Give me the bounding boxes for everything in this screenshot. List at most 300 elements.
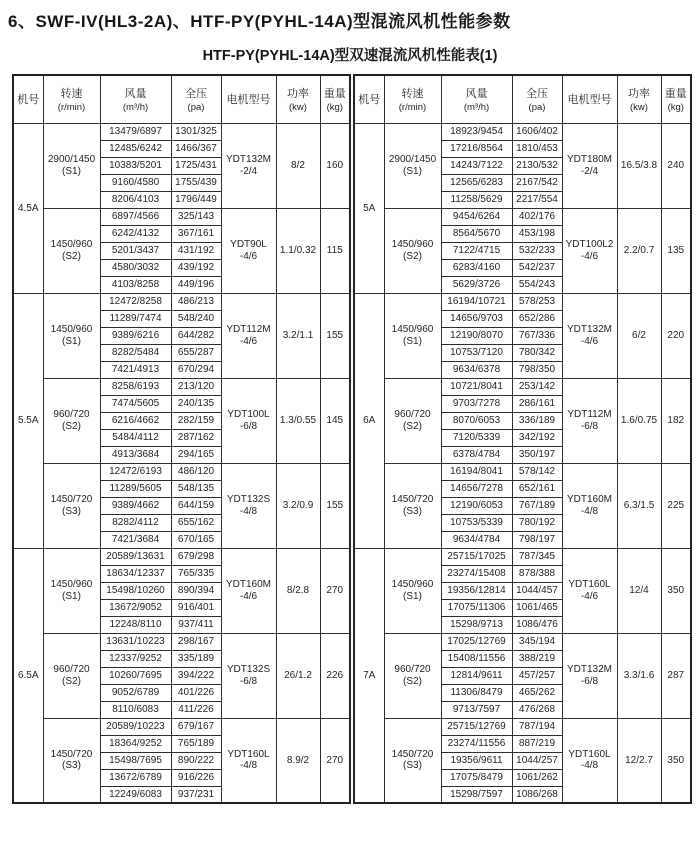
pressure-cell: 767/189 [512,497,562,514]
header-label: 风量 [465,88,488,101]
pressure-cell: 780/192 [512,514,562,531]
table-row [13,208,350,225]
power-cell: 3.2/0.9 [276,463,320,548]
column-header-machine [354,75,384,123]
pressure-cell: 1061/465 [512,599,562,616]
flow-cell: 14656/9703 [441,310,512,327]
flow-cell: 10383/5201 [100,157,171,174]
flow-cell: 15498/10260 [100,582,171,599]
motor-name: YDT132S [226,494,271,505]
table-row [354,463,691,480]
table-body [13,123,350,803]
header-unit: (kw) [630,102,648,114]
table-row [13,718,350,735]
motor-name: YDT160M [225,579,271,590]
flow-cell: 13672/6789 [100,769,171,786]
flow-cell: 15298/7597 [441,786,512,803]
pressure-cell: 213/120 [171,378,221,395]
pressure-cell: 798/350 [512,361,562,378]
flow-cell: 25715/12769 [441,718,512,735]
flow-cell: 7421/3684 [100,531,171,548]
flow-cell: 9052/6789 [100,684,171,701]
speed-cell [43,633,100,718]
flow-cell: 9634/4784 [441,531,512,548]
pressure-cell: 644/282 [171,327,221,344]
column-header-speed [43,75,100,123]
flow-cell: 12472/8258 [100,293,171,310]
pressure-cell: 787/194 [512,718,562,735]
header-label: 转速 [60,88,83,101]
flow-cell: 14656/7278 [441,480,512,497]
header-row [354,75,691,123]
speed-rpm: 960/720 [394,664,431,675]
pressure-cell: 765/189 [171,735,221,752]
weight-cell: 145 [320,378,350,463]
motor-suffix: -2/4 [580,165,599,177]
speed-rpm: 1450/720 [391,748,434,760]
table-row [13,548,350,565]
flow-cell: 11258/5629 [441,191,512,208]
speed-rpm: 2900/1450 [388,154,437,165]
flow-cell: 7421/4913 [100,361,171,378]
speed-cell [384,123,441,208]
speed-variant: (S1) [403,590,422,602]
flow-cell: 15408/11556 [441,650,512,667]
speed-variant: (S2) [403,250,422,262]
pressure-cell: 1086/476 [512,616,562,633]
flow-cell: 9703/7278 [441,395,512,412]
flow-cell: 10753/5339 [441,514,512,531]
speed-variant: (S3) [403,505,422,517]
header-unit: (r/min) [57,102,86,114]
column-header-power [617,75,661,123]
speed-cell [43,548,100,633]
column-header-flow [100,75,171,123]
flow-cell: 9713/7597 [441,701,512,718]
speed-rpm: 960/720 [53,664,90,675]
motor-name: YDT180M [566,154,612,165]
flow-cell: 5629/3726 [441,276,512,293]
speed-cell [43,378,100,463]
pressure-cell: 431/192 [171,242,221,259]
motor-suffix: -4/6 [239,590,258,602]
weight-cell: 115 [320,208,350,293]
flow-cell: 14243/7122 [441,157,512,174]
pressure-cell: 1301/325 [171,123,221,140]
pressure-cell: 486/120 [171,463,221,480]
weight-cell: 270 [320,718,350,803]
motor-model-cell [221,123,276,208]
motor-model-cell [221,208,276,293]
column-header-pressure [512,75,562,123]
pressure-cell: 367/161 [171,225,221,242]
performance-tables [12,74,688,804]
table-title: HTF-PY(PYHL-14A)型双速混流风机性能表(1) [202,48,498,64]
pressure-cell: 342/192 [512,429,562,446]
flow-cell: 4103/8258 [100,276,171,293]
speed-variant: (S3) [403,760,422,772]
motor-name: YDT132S [226,664,271,675]
flow-cell: 4580/3032 [100,259,171,276]
pressure-cell: 1466/367 [171,140,221,157]
flow-cell: 11289/7474 [100,310,171,327]
flow-cell: 17075/8479 [441,769,512,786]
pressure-cell: 402/176 [512,208,562,225]
flow-cell: 5201/3437 [100,242,171,259]
flow-cell: 10260/7695 [100,667,171,684]
motor-name: YDT112M [567,409,612,420]
speed-variant: (S2) [62,420,81,432]
pressure-cell: 1606/402 [512,123,562,140]
pressure-cell: 655/287 [171,344,221,361]
weight-cell: 155 [320,293,350,378]
header-label: 转速 [401,88,424,101]
motor-suffix: -6/8 [239,420,258,432]
header-unit: (pa) [187,102,205,114]
motor-suffix: -4/8 [239,505,258,517]
speed-cell [43,208,100,293]
motor-model-cell [562,123,617,208]
speed-variant: (S2) [403,420,422,432]
pressure-cell: 394/222 [171,667,221,684]
table-row [354,548,691,565]
speed-variant: (S2) [62,675,81,687]
flow-cell: 6283/4160 [441,259,512,276]
pressure-cell: 679/167 [171,718,221,735]
pressure-cell: 644/159 [171,497,221,514]
motor-suffix: -4/8 [580,505,599,517]
speed-rpm: 1450/720 [391,494,434,505]
power-cell: 3.2/1.1 [276,293,320,378]
performance-table-left [12,74,351,804]
pressure-cell: 335/189 [171,650,221,667]
pressure-cell: 2217/554 [512,191,562,208]
header-label: 机号 [358,94,381,107]
pressure-cell: 798/197 [512,531,562,548]
pressure-cell: 548/135 [171,480,221,497]
speed-rpm: 1450/960 [50,324,93,335]
flow-cell: 12485/6242 [100,140,171,157]
motor-name: YDT132M [225,154,271,165]
motor-model-cell [221,293,276,378]
pressure-cell: 298/167 [171,633,221,650]
flow-cell: 23274/11556 [441,735,512,752]
pressure-cell: 887/219 [512,735,562,752]
pressure-cell: 253/142 [512,378,562,395]
flow-cell: 13479/6897 [100,123,171,140]
speed-variant: (S1) [62,165,81,177]
flow-cell: 6378/4784 [441,446,512,463]
header-row [13,75,350,123]
pressure-cell: 780/342 [512,344,562,361]
motor-model-cell [562,633,617,718]
motor-name: YDT160L [227,748,270,760]
table-row [13,378,350,395]
weight-cell: 350 [661,548,691,633]
pressure-cell: 449/196 [171,276,221,293]
weight-cell: 270 [320,548,350,633]
weight-cell: 225 [661,463,691,548]
flow-cell: 12472/6193 [100,463,171,480]
speed-variant: (S1) [62,590,81,602]
header-unit: (r/min) [398,102,427,114]
pressure-cell: 240/135 [171,395,221,412]
motor-name: YDT160M [566,494,612,505]
header-label: 功率 [287,88,309,101]
header-label: 风量 [124,88,147,101]
column-header-machine [13,75,43,123]
pressure-cell: 411/226 [171,701,221,718]
flow-cell: 8206/4103 [100,191,171,208]
motor-suffix: -6/8 [580,420,599,432]
flow-cell: 6897/4566 [100,208,171,225]
flow-cell: 17216/8564 [441,140,512,157]
header-label: 全压 [185,88,207,101]
motor-model-cell [562,293,617,378]
motor-name: YDT160L [568,579,611,590]
flow-cell: 9634/6378 [441,361,512,378]
table-row [13,123,350,140]
motor-name: YDT160L [568,748,611,760]
flow-cell: 6242/4132 [100,225,171,242]
flow-cell: 8282/4112 [100,514,171,531]
motor-model-cell [221,718,276,803]
flow-cell: 12248/8110 [100,616,171,633]
machine-number-cell: 7A [354,548,384,803]
flow-cell: 11289/5605 [100,480,171,497]
pressure-cell: 350/197 [512,446,562,463]
pressure-cell: 1086/268 [512,786,562,803]
pressure-cell: 670/165 [171,531,221,548]
motor-model-cell [221,378,276,463]
flow-cell: 11306/8479 [441,684,512,701]
pressure-cell: 652/161 [512,480,562,497]
motor-suffix: -4/6 [580,590,599,602]
speed-rpm: 1450/720 [50,494,93,505]
flow-cell: 8258/6193 [100,378,171,395]
header-label: 功率 [628,88,650,101]
flow-cell: 13631/10223 [100,633,171,650]
pressure-cell: 336/189 [512,412,562,429]
weight-cell: 226 [320,633,350,718]
weight-cell: 287 [661,633,691,718]
flow-cell: 18364/9252 [100,735,171,752]
speed-cell [384,463,441,548]
flow-cell: 9389/6216 [100,327,171,344]
flow-cell: 10721/8041 [441,378,512,395]
speed-cell [384,293,441,378]
motor-name: YDT100L2 [565,239,614,250]
flow-cell: 4913/3684 [100,446,171,463]
pressure-cell: 548/240 [171,310,221,327]
flow-cell: 8564/5670 [441,225,512,242]
power-cell: 3.3/1.6 [617,633,661,718]
flow-cell: 15298/9713 [441,616,512,633]
pressure-cell: 282/159 [171,412,221,429]
power-cell: 8.9/2 [276,718,320,803]
weight-cell: 135 [661,208,691,293]
pressure-cell: 890/222 [171,752,221,769]
pressure-cell: 345/194 [512,633,562,650]
pressure-cell: 767/336 [512,327,562,344]
header-unit: (pa) [528,102,546,114]
header-unit: (kg) [667,102,684,114]
weight-cell: 240 [661,123,691,208]
power-cell: 1.1/0.32 [276,208,320,293]
machine-number-cell: 4.5A [13,123,43,293]
flow-cell: 18923/9454 [441,123,512,140]
pressure-cell: 2130/532 [512,157,562,174]
speed-variant: (S2) [403,675,422,687]
speed-variant: (S3) [62,760,81,772]
header-label: 电机型号 [226,94,271,107]
pressure-cell: 439/192 [171,259,221,276]
motor-suffix: -4/8 [239,760,258,772]
pressure-cell: 916/401 [171,599,221,616]
header-label: 重量 [664,88,687,101]
pressure-cell: 578/142 [512,463,562,480]
speed-rpm: 960/720 [394,409,431,420]
table-row [13,293,350,310]
motor-suffix: -2/4 [239,165,258,177]
pressure-cell: 532/233 [512,242,562,259]
flow-cell: 16194/8041 [441,463,512,480]
column-header-motor [562,75,617,123]
flow-cell: 8070/6053 [441,412,512,429]
header-label: 电机型号 [567,94,612,107]
flow-cell: 19356/9611 [441,752,512,769]
flow-cell: 12565/6283 [441,174,512,191]
column-header-flow [441,75,512,123]
speed-variant: (S1) [403,165,422,177]
column-header-speed [384,75,441,123]
motor-model-cell [221,463,276,548]
power-cell: 12/2.7 [617,718,661,803]
motor-suffix: -4/6 [239,335,258,347]
header-unit: (kg) [326,102,343,114]
speed-cell [43,293,100,378]
weight-cell: 160 [320,123,350,208]
speed-cell [384,718,441,803]
weight-cell: 350 [661,718,691,803]
speed-rpm: 1450/960 [50,239,93,250]
flow-cell: 12190/6053 [441,497,512,514]
pressure-cell: 388/219 [512,650,562,667]
flow-cell: 12190/8070 [441,327,512,344]
pressure-cell: 655/162 [171,514,221,531]
flow-cell: 12249/6083 [100,786,171,803]
pressure-cell: 294/165 [171,446,221,463]
power-cell: 8/2.8 [276,548,320,633]
speed-variant: (S1) [403,335,422,347]
motor-model-cell [562,378,617,463]
pressure-cell: 1044/457 [512,582,562,599]
power-cell: 16.5/3.8 [617,123,661,208]
speed-cell [384,378,441,463]
flow-cell: 7122/4715 [441,242,512,259]
flow-cell: 16194/10721 [441,293,512,310]
pressure-cell: 937/411 [171,616,221,633]
performance-table-right [353,74,692,804]
power-cell: 6/2 [617,293,661,378]
table-body [354,123,691,803]
motor-model-cell [562,718,617,803]
machine-number-cell: 5.5A [13,293,43,548]
motor-model-cell [562,208,617,293]
pressure-cell: 937/231 [171,786,221,803]
flow-cell: 20589/13631 [100,548,171,565]
speed-rpm: 1450/960 [50,579,93,590]
motor-suffix: -4/8 [580,760,599,772]
motor-name: YDT100L [227,409,270,420]
weight-cell: 155 [320,463,350,548]
pressure-cell: 286/161 [512,395,562,412]
power-cell: 6.3/1.5 [617,463,661,548]
speed-rpm: 1450/960 [391,579,434,590]
motor-suffix: -4/6 [239,250,258,262]
speed-cell [384,208,441,293]
pressure-cell: 486/213 [171,293,221,310]
motor-name: YDT132M [566,664,612,675]
speed-rpm: 1450/720 [50,748,93,760]
pressure-cell: 765/335 [171,565,221,582]
flow-cell: 19356/12814 [441,582,512,599]
pressure-cell: 578/253 [512,293,562,310]
flow-cell: 7474/5605 [100,395,171,412]
pressure-cell: 325/143 [171,208,221,225]
flow-cell: 17075/11306 [441,599,512,616]
motor-name: YDT90L [230,239,267,250]
pressure-cell: 2167/542 [512,174,562,191]
pressure-cell: 1044/257 [512,752,562,769]
table-row [354,123,691,140]
power-cell: 12/4 [617,548,661,633]
pressure-cell: 652/286 [512,310,562,327]
table-row [13,633,350,650]
column-header-power [276,75,320,123]
page-title: 6、SWF-IV(HL3-2A)、HTF-PY(PYHL-14A)型混流风机性能参数 [8,12,511,31]
machine-number-cell: 6A [354,293,384,548]
motor-model-cell [221,548,276,633]
header-unit: (m³/h) [122,102,149,114]
column-header-motor [221,75,276,123]
column-header-weight [661,75,691,123]
flow-cell: 17025/12769 [441,633,512,650]
pressure-cell: 916/226 [171,769,221,786]
speed-variant: (S3) [62,505,81,517]
pressure-cell: 1725/431 [171,157,221,174]
flow-cell: 12814/9611 [441,667,512,684]
flow-cell: 6216/4662 [100,412,171,429]
table-row [354,718,691,735]
flow-cell: 20589/10223 [100,718,171,735]
speed-cell [43,463,100,548]
table-row [354,208,691,225]
header-label: 机号 [17,94,40,107]
flow-cell: 9389/4662 [100,497,171,514]
weight-cell: 220 [661,293,691,378]
power-cell: 1.6/0.75 [617,378,661,463]
speed-cell [384,548,441,633]
speed-variant: (S2) [62,250,81,262]
speed-rpm: 1450/960 [391,324,434,335]
flow-cell: 9454/6264 [441,208,512,225]
flow-cell: 7120/5339 [441,429,512,446]
pressure-cell: 453/198 [512,225,562,242]
speed-cell [43,718,100,803]
flow-cell: 8110/6083 [100,701,171,718]
motor-suffix: -6/8 [580,675,599,687]
